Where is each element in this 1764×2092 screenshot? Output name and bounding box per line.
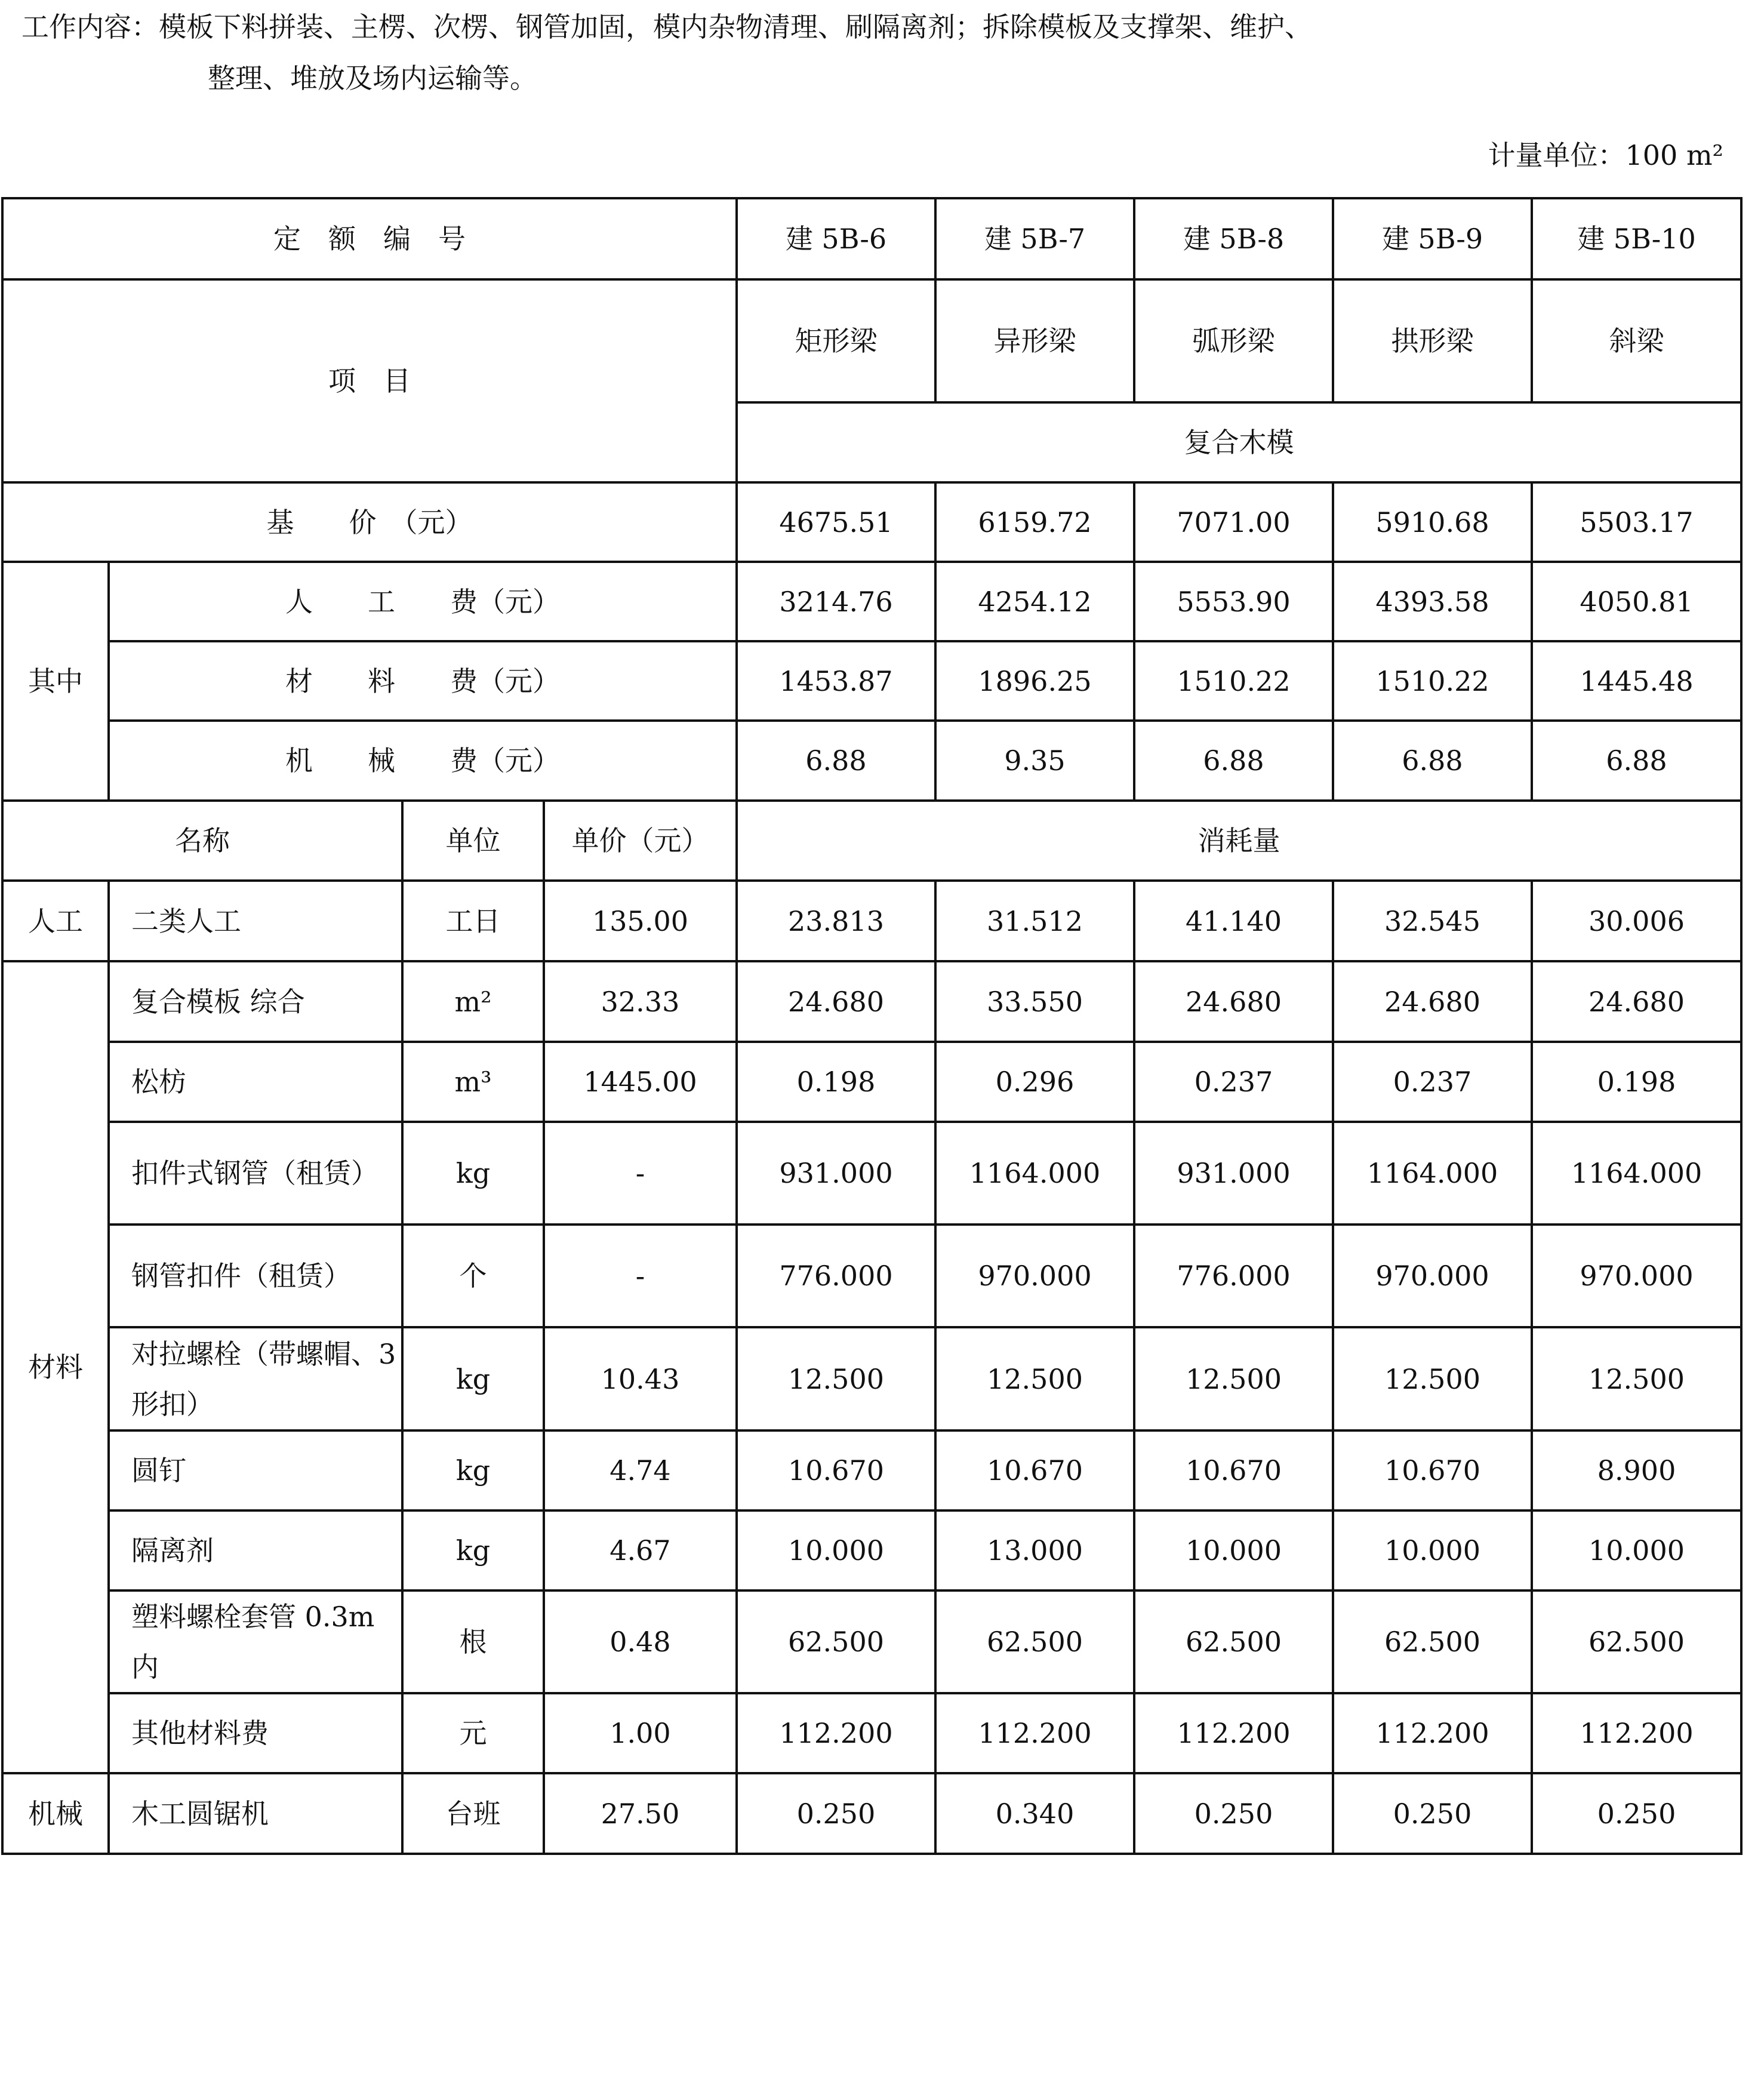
resource-unit-price: 1.00 bbox=[544, 1693, 737, 1773]
resource-unit-price: 135.00 bbox=[544, 881, 737, 961]
resource-name: 其他材料费 bbox=[109, 1693, 402, 1773]
consumption-value: 62.500 bbox=[935, 1590, 1134, 1693]
cost-breakdown-label: 材 料 费（元） bbox=[109, 641, 737, 721]
work-content bbox=[21, 1, 1741, 104]
resource-unit: 元 bbox=[402, 1693, 544, 1773]
consumption-value: 13.000 bbox=[935, 1510, 1134, 1590]
resource-unit: kg bbox=[402, 1327, 544, 1430]
cost-breakdown-value: 1510.22 bbox=[1134, 641, 1333, 721]
consumption-value: 776.000 bbox=[1134, 1225, 1333, 1327]
consumption-value: 10.670 bbox=[737, 1430, 935, 1510]
consumption-value: 0.237 bbox=[1333, 1042, 1532, 1122]
cost-breakdown-value: 6.88 bbox=[1333, 721, 1532, 801]
cost-breakdown-row bbox=[2, 721, 1741, 801]
machine-group-label: 机械 bbox=[2, 1773, 109, 1854]
work-content-line-2: 整理、堆放及场内运输等。 bbox=[208, 62, 537, 94]
resource-row bbox=[2, 1225, 1741, 1327]
consumption-value: 1164.000 bbox=[1532, 1122, 1741, 1225]
resource-name: 复合模板 综合 bbox=[109, 961, 402, 1042]
cost-breakdown-value: 1510.22 bbox=[1333, 641, 1532, 721]
resource-row bbox=[2, 881, 1741, 961]
resource-row bbox=[2, 1693, 1741, 1773]
consumption-value: 0.198 bbox=[737, 1042, 935, 1122]
consumption-value: 0.250 bbox=[1134, 1773, 1333, 1854]
consumption-value: 0.340 bbox=[935, 1773, 1134, 1854]
consumption-value: 10.670 bbox=[1134, 1430, 1333, 1510]
item-name: 矩形梁 bbox=[737, 279, 935, 402]
cost-breakdown-value: 6.88 bbox=[737, 721, 935, 801]
item-name: 斜梁 bbox=[1532, 279, 1741, 402]
consumption-value: 931.000 bbox=[737, 1122, 935, 1225]
consumption-header-row bbox=[2, 801, 1741, 881]
consumption-value: 62.500 bbox=[737, 1590, 935, 1693]
cost-breakdown-value: 6.88 bbox=[1134, 721, 1333, 801]
consumption-value: 62.500 bbox=[1532, 1590, 1741, 1693]
resource-unit-price: 10.43 bbox=[544, 1327, 737, 1430]
header-name: 名称 bbox=[2, 801, 402, 881]
resource-unit-price: 4.74 bbox=[544, 1430, 737, 1510]
resource-unit-price: 27.50 bbox=[544, 1773, 737, 1854]
quota-table bbox=[1, 197, 1743, 1855]
base-price: 6159.72 bbox=[935, 482, 1134, 562]
consumption-value: 0.250 bbox=[1333, 1773, 1532, 1854]
header-unit: 单位 bbox=[402, 801, 544, 881]
resource-unit-price: 32.33 bbox=[544, 961, 737, 1042]
consumption-value: 10.000 bbox=[1134, 1510, 1333, 1590]
resource-name: 钢管扣件（租赁） bbox=[109, 1225, 402, 1327]
cost-breakdown-row bbox=[2, 641, 1741, 721]
resource-row bbox=[2, 1590, 1741, 1693]
consumption-value: 970.000 bbox=[935, 1225, 1134, 1327]
consumption-value: 0.198 bbox=[1532, 1042, 1741, 1122]
material-type: 复合木模 bbox=[737, 402, 1741, 482]
resource-unit-price: 1445.00 bbox=[544, 1042, 737, 1122]
consumption-value: 1164.000 bbox=[935, 1122, 1134, 1225]
item-name: 拱形梁 bbox=[1333, 279, 1532, 402]
consumption-value: 10.670 bbox=[1333, 1430, 1532, 1510]
material-group-label: 材料 bbox=[2, 961, 109, 1773]
consumption-value: 62.500 bbox=[1333, 1590, 1532, 1693]
consumption-value: 931.000 bbox=[1134, 1122, 1333, 1225]
resource-unit: kg bbox=[402, 1122, 544, 1225]
resource-name: 二类人工 bbox=[109, 881, 402, 961]
base-price-row bbox=[2, 482, 1741, 562]
consumption-value: 30.006 bbox=[1532, 881, 1741, 961]
resource-row bbox=[2, 1510, 1741, 1590]
quota-no-label: 定 额 编 号 bbox=[2, 198, 737, 279]
resource-unit-price: 4.67 bbox=[544, 1510, 737, 1590]
consumption-value: 0.296 bbox=[935, 1042, 1134, 1122]
consumption-value: 10.000 bbox=[737, 1510, 935, 1590]
item-label: 项 目 bbox=[2, 279, 737, 482]
consumption-value: 62.500 bbox=[1134, 1590, 1333, 1693]
consumption-value: 776.000 bbox=[737, 1225, 935, 1327]
item-name: 弧形梁 bbox=[1134, 279, 1333, 402]
consumption-value: 12.500 bbox=[737, 1327, 935, 1430]
cost-breakdown-value: 4254.12 bbox=[935, 562, 1134, 641]
base-price: 7071.00 bbox=[1134, 482, 1333, 562]
consumption-value: 33.550 bbox=[935, 961, 1134, 1042]
work-content-line-1: 工作内容：模板下料拼装、主楞、次楞、钢管加固，模内杂物清理、刷隔离剂；拆除模板及支撑架、维护、 bbox=[21, 11, 1312, 43]
base-price: 5503.17 bbox=[1532, 482, 1741, 562]
consumption-value: 10.670 bbox=[935, 1430, 1134, 1510]
consumption-value: 112.200 bbox=[935, 1693, 1134, 1773]
resource-name: 木工圆锯机 bbox=[109, 1773, 402, 1854]
resource-unit-price: 0.48 bbox=[544, 1590, 737, 1693]
resource-name: 隔离剂 bbox=[109, 1510, 402, 1590]
consumption-value: 12.500 bbox=[1333, 1327, 1532, 1430]
resource-unit-price: - bbox=[544, 1122, 737, 1225]
base-price: 5910.68 bbox=[1333, 482, 1532, 562]
cost-breakdown-row bbox=[2, 562, 1741, 641]
base-price: 4675.51 bbox=[737, 482, 935, 562]
consumption-value: 0.250 bbox=[1532, 1773, 1741, 1854]
item-name: 异形梁 bbox=[935, 279, 1134, 402]
consumption-value: 31.512 bbox=[935, 881, 1134, 961]
resource-unit: 根 bbox=[402, 1590, 544, 1693]
resource-unit: 台班 bbox=[402, 1773, 544, 1854]
resource-row bbox=[2, 1773, 1741, 1854]
consumption-value: 8.900 bbox=[1532, 1430, 1741, 1510]
measurement-unit: 计量单位：100 m² bbox=[1488, 139, 1723, 171]
consumption-value: 32.545 bbox=[1333, 881, 1532, 961]
consumption-value: 10.000 bbox=[1333, 1510, 1532, 1590]
consumption-value: 970.000 bbox=[1532, 1225, 1741, 1327]
resource-unit: m² bbox=[402, 961, 544, 1042]
cost-breakdown-value: 1896.25 bbox=[935, 641, 1134, 721]
resource-row bbox=[2, 1122, 1741, 1225]
resource-unit: 工日 bbox=[402, 881, 544, 961]
resource-unit: kg bbox=[402, 1510, 544, 1590]
resource-row bbox=[2, 1042, 1741, 1122]
consumption-value: 24.680 bbox=[1333, 961, 1532, 1042]
cost-breakdown-value: 5553.90 bbox=[1134, 562, 1333, 641]
consumption-value: 41.140 bbox=[1134, 881, 1333, 961]
cost-breakdown-value: 1453.87 bbox=[737, 641, 935, 721]
consumption-value: 1164.000 bbox=[1333, 1122, 1532, 1225]
quota-code: 建 5B-10 bbox=[1532, 198, 1741, 279]
consumption-value: 12.500 bbox=[1134, 1327, 1333, 1430]
resource-unit-price: - bbox=[544, 1225, 737, 1327]
cost-breakdown-label: 机 械 费（元） bbox=[109, 721, 737, 801]
resource-name: 对拉螺栓（带螺帽、3 形扣） bbox=[109, 1327, 402, 1430]
quota-code: 建 5B-8 bbox=[1134, 198, 1333, 279]
among-label: 其中 bbox=[2, 562, 109, 801]
consumption-value: 23.813 bbox=[737, 881, 935, 961]
resource-unit: m³ bbox=[402, 1042, 544, 1122]
consumption-value: 0.237 bbox=[1134, 1042, 1333, 1122]
consumption-value: 112.200 bbox=[1333, 1693, 1532, 1773]
quota-code: 建 5B-7 bbox=[935, 198, 1134, 279]
consumption-value: 0.250 bbox=[737, 1773, 935, 1854]
base-price-label: 基 价 （元） bbox=[2, 482, 737, 562]
labor-group-label: 人工 bbox=[2, 881, 109, 961]
resource-name: 塑料螺栓套管 0.3m 内 bbox=[109, 1590, 402, 1693]
quota-code: 建 5B-9 bbox=[1333, 198, 1532, 279]
resource-unit: kg bbox=[402, 1430, 544, 1510]
consumption-value: 24.680 bbox=[1134, 961, 1333, 1042]
consumption-value: 112.200 bbox=[737, 1693, 935, 1773]
consumption-value: 112.200 bbox=[1532, 1693, 1741, 1773]
consumption-value: 970.000 bbox=[1333, 1225, 1532, 1327]
resource-row bbox=[2, 961, 1741, 1042]
cost-breakdown-value: 9.35 bbox=[935, 721, 1134, 801]
quota-code-row bbox=[2, 198, 1741, 279]
cost-breakdown-value: 4050.81 bbox=[1532, 562, 1741, 641]
cost-breakdown-value: 1445.48 bbox=[1532, 641, 1741, 721]
quota-code: 建 5B-6 bbox=[737, 198, 935, 279]
consumption-value: 112.200 bbox=[1134, 1693, 1333, 1773]
consumption-value: 24.680 bbox=[737, 961, 935, 1042]
consumption-value: 24.680 bbox=[1532, 961, 1741, 1042]
resource-unit: 个 bbox=[402, 1225, 544, 1327]
cost-breakdown-value: 3214.76 bbox=[737, 562, 935, 641]
item-row bbox=[2, 279, 1741, 402]
cost-breakdown-value: 6.88 bbox=[1532, 721, 1741, 801]
header-unit-price: 单价（元） bbox=[544, 801, 737, 881]
resource-name: 松枋 bbox=[109, 1042, 402, 1122]
header-consumption: 消耗量 bbox=[737, 801, 1741, 881]
consumption-value: 10.000 bbox=[1532, 1510, 1741, 1590]
resource-row bbox=[2, 1327, 1741, 1430]
consumption-value: 12.500 bbox=[935, 1327, 1134, 1430]
quota-table-body bbox=[2, 198, 1741, 1854]
resource-row bbox=[2, 1430, 1741, 1510]
resource-name: 圆钉 bbox=[109, 1430, 402, 1510]
resource-name: 扣件式钢管（租赁） bbox=[109, 1122, 402, 1225]
cost-breakdown-value: 4393.58 bbox=[1333, 562, 1532, 641]
consumption-value: 12.500 bbox=[1532, 1327, 1741, 1430]
cost-breakdown-label: 人 工 费（元） bbox=[109, 562, 737, 641]
